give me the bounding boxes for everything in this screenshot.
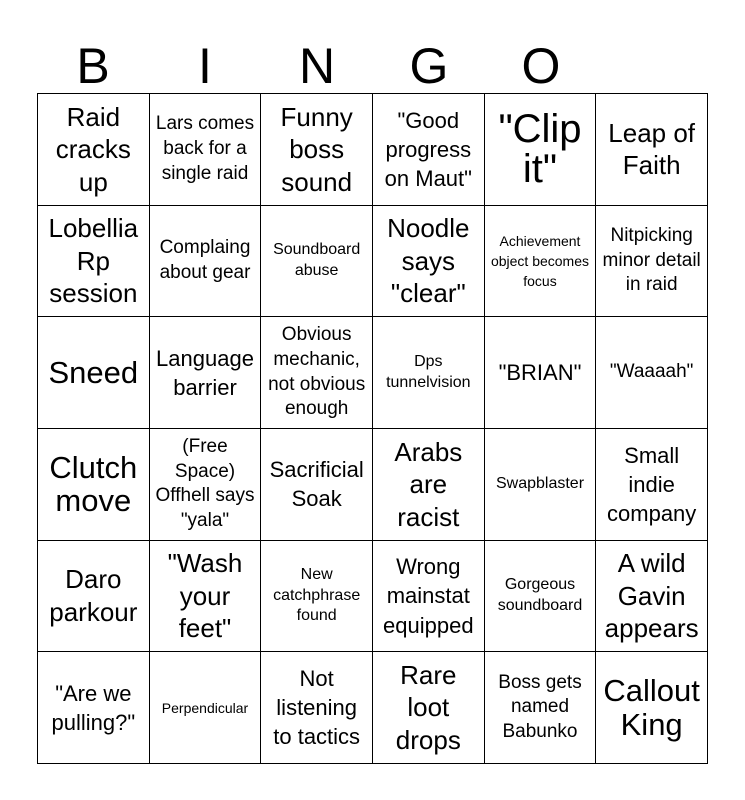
bingo-cell[interactable]	[373, 206, 485, 318]
bingo-cell[interactable]	[150, 206, 262, 318]
cell-text: Daro parkour	[49, 564, 138, 627]
cell-text: Leap of Faith	[608, 117, 696, 181]
cell-text: Complaing about gear	[159, 237, 251, 283]
bingo-cell[interactable]	[38, 541, 150, 653]
bingo-cell[interactable]	[596, 652, 708, 764]
bingo-cell[interactable]	[38, 94, 150, 206]
cell-text: Swapblaster	[495, 474, 585, 492]
cell-text: Raid cracks up	[55, 101, 131, 197]
bingo-cell[interactable]	[485, 317, 597, 429]
bingo-cell[interactable]	[596, 206, 708, 318]
cell-text: "BRIAN"	[498, 360, 582, 386]
header-letter-n: N	[298, 38, 336, 94]
bingo-cell[interactable]	[150, 652, 262, 764]
cell-text: Clutch move	[49, 449, 138, 519]
header-letter-b: B	[76, 38, 110, 94]
bingo-cell[interactable]	[261, 429, 373, 541]
cell-text: Soundboard abuse	[273, 241, 361, 279]
bingo-cell[interactable]	[38, 317, 150, 429]
bingo-cell[interactable]	[261, 317, 373, 429]
cell-text: Gorgeous soundboard	[497, 576, 583, 614]
cell-text: Language barrier	[156, 345, 254, 400]
cell-text: Obvious mechanic, not obvious enough	[268, 324, 366, 420]
cell-text: Sneed	[48, 354, 139, 390]
bingo-cell[interactable]	[373, 541, 485, 653]
cell-text: Sacrificial Soak	[269, 457, 364, 512]
bingo-cell[interactable]	[373, 94, 485, 206]
bingo-cell[interactable]	[373, 652, 485, 764]
bingo-cell[interactable]	[485, 541, 597, 653]
bingo-cell[interactable]	[38, 206, 150, 318]
cell-text: Arabs are racist	[394, 436, 463, 532]
bingo-cell[interactable]	[373, 429, 485, 541]
cell-text: Not listening to tactics	[273, 666, 361, 750]
cell-text: "Good progress on Maut"	[384, 107, 472, 191]
cell-text: Lobellia Rp session	[48, 213, 139, 309]
cell-text: Achievement object becomes focus	[490, 232, 590, 290]
bingo-cell[interactable]	[373, 317, 485, 429]
cell-text: (Free Space) Offhell says "yala"	[155, 435, 255, 531]
bingo-cell[interactable]	[485, 94, 597, 206]
cell-text: New catchphrase found	[273, 565, 361, 625]
bingo-cell[interactable]	[150, 429, 262, 541]
cell-text: "Are we pulling?"	[51, 680, 136, 735]
header-letter-g: G	[409, 38, 449, 94]
bingo-cell[interactable]	[38, 429, 150, 541]
header-letter-i: I	[198, 38, 212, 94]
bingo-cell[interactable]	[261, 94, 373, 206]
cell-text: A wild Gavin appears	[604, 548, 699, 644]
bingo-cell[interactable]	[150, 94, 262, 206]
cell-text: Noodle says "clear"	[387, 213, 470, 309]
cell-text: "Waaaah"	[609, 361, 694, 383]
cell-text: Wrong mainstat equipped	[383, 554, 474, 638]
bingo-cell[interactable]	[38, 652, 150, 764]
cell-text: "Wash your feet"	[167, 548, 243, 644]
bingo-cell[interactable]	[596, 317, 708, 429]
cell-text: Funny boss sound	[280, 101, 353, 197]
cell-text: Dps tunnelvision	[386, 352, 471, 391]
header-letter-o: O	[521, 38, 561, 94]
cell-text: Small indie company	[607, 442, 697, 526]
cell-text: Lars comes back for a single raid	[155, 113, 255, 184]
cell-text: Nitpicking minor detail in raid	[602, 224, 701, 296]
bingo-cell[interactable]	[485, 652, 597, 764]
cell-text: "Clip it"	[498, 107, 582, 192]
bingo-cell[interactable]	[150, 317, 262, 429]
bingo-grid	[37, 93, 708, 764]
bingo-cell[interactable]	[485, 429, 597, 541]
bingo-cell[interactable]	[261, 652, 373, 764]
bingo-cell[interactable]	[596, 94, 708, 206]
cell-text: Callout King	[603, 673, 700, 742]
cell-text: Boss gets named Babunko	[498, 671, 582, 742]
bingo-cell[interactable]	[261, 206, 373, 318]
bingo-cell[interactable]	[150, 541, 262, 653]
bingo-cell[interactable]	[485, 206, 597, 318]
bingo-cell[interactable]	[596, 429, 708, 541]
cell-text: Rare loot drops	[395, 659, 461, 755]
bingo-cell[interactable]	[261, 541, 373, 653]
bingo-cell[interactable]	[596, 541, 708, 653]
bingo-header	[37, 38, 707, 94]
cell-text: Perpendicular	[161, 699, 249, 716]
